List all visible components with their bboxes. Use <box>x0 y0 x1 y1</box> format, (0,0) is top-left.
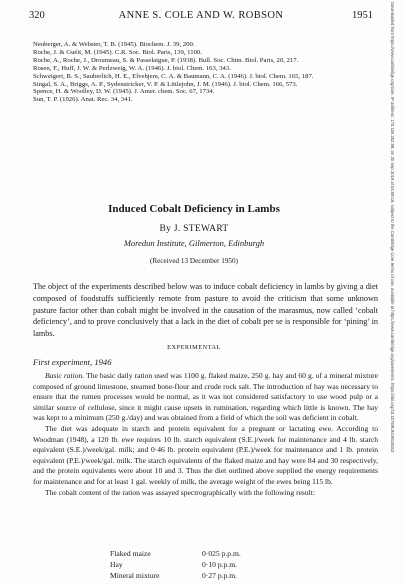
reference-item: Singal, S. A., Briggs, A. P., Sydenstricker, V. P. & Littlejohn, J. M. (1946). J. biol. Chem. 166, 573. <box>33 80 298 88</box>
table-cell-item: Hay <box>110 560 123 569</box>
subsection-heading: First experiment, 1946 <box>33 357 112 367</box>
header-year: 1951 <box>352 10 373 21</box>
reference-item: Rosen, F., Huff, J. W. & Perlzweig, W. A. (1946). J. biol. Chem. 163, 343. <box>33 64 231 72</box>
cobalt-content-table <box>110 548 310 581</box>
author-institution: Moredun Institute, Gilmerton, Edinburgh <box>123 238 265 248</box>
table-cell-item: Mineral mixture <box>110 571 160 580</box>
running-title: ANNE S. COLE AND W. ROBSON <box>118 10 284 21</box>
body-paragraph: The cobalt content of the ration was assayed spectrographically with the following result: <box>45 487 315 497</box>
reference-item: Roche, A., Roche, J., Droumeau, S. & Passelaigue, P. (1938). Bull. Soc. Chim. Biol. Paris, 20, 217. <box>33 56 299 64</box>
download-notice-text: Downloaded from https://www.cambridge.org/core. IP address: 170.106.202.58, on 20 Sep 2019 at 04:58:19, subject to the Cambridge Core terms of use, available at https://www.cambridge.org/core/terms. https://doi.org/10.1079/BJN19510043 <box>390 2 395 453</box>
reference-list <box>33 41 378 104</box>
table-row <box>110 559 310 570</box>
page-number: 320 <box>29 10 45 21</box>
article-author: By J. STEWART <box>159 224 229 234</box>
received-date: (Received 13 December 1950) <box>149 257 238 265</box>
article-abstract: The object of the experiments described below was to induce cobalt deficiency in lambs by giving a diet composed of foodstuffs sufficiently remote from pasture to avoid the criticism that some unknown pasture factor other than cobalt might be involved in the causation of the marasmus, now called ‘cobalt deficiency’, and to prove conclusively that a lack in the diet of cobalt per se is responsible for ‘pining’ in lambs. <box>33 282 378 339</box>
body-paragraph: The diet was adequate in starch and protein equivalent for a pregnant or lactating ewe. According to Woodman (1948), a 120 lb. ewe requires 10 lb. starch equivalent (S.E.)/week for maintenance and 4 lb. starch equivalent (S.E.)/week/gal. milk; and 0·46 lb. protein equivalent (P.E.)/week for maintenance and 1 lb. protein equivalent (P.E.)/week/gal. milk. The starch equivalents of the flaked maize and hay were 84 and 30 respectively, and the protein equivalents were about 10 and 3. Thus the diet outlined above supplied the energy requirements for maintenance and for at least 1 gal. weekly of milk, the average weight of the ewes being 115 lb. <box>33 423 378 486</box>
paragraph-text: The basic daily ration used was 1100 g. flaked maize, 250 g. hay and 60 g. of a mineral mixture composed of ground limestone, steamed bone-flour and crude rock salt. The introduction of hay was necessary to ensure that the rumen processes would be normal, as it was not considered satisfactory to use wood pulp or a similar source of cellulose, since it might cause upsets in rumination, regarding which little is known. The hay was kept to a minimum (250 g./day) and was obtained from a field of which the soil was deficient in cobalt. <box>33 371 378 423</box>
running-header <box>29 10 373 24</box>
table-row <box>110 570 310 581</box>
download-notice-margin <box>388 0 402 585</box>
article-body <box>33 371 378 498</box>
paragraph-lead: Basic ration. <box>45 371 85 380</box>
reference-item: Spence, H. & Woolley, D. W. (1945). J. Amer. chem. Soc. 67, 1734. <box>33 88 215 96</box>
article-title: Induced Cobalt Deficiency in Lambs <box>108 203 280 215</box>
reference-item: Sun, T. P. (1926). Anat. Rec. 34, 341. <box>33 96 133 104</box>
body-paragraph <box>33 371 378 424</box>
table-cell-value: 0·10 p.p.m. <box>202 560 238 569</box>
table-cell-value: 0·025 p.p.m. <box>202 549 241 558</box>
table-cell-value: 0·27 p.p.m. <box>202 571 238 580</box>
reference-item: Schweigert, B. S., Sauberlich, H. E., Elvehjem, C. A. & Baumann, C. A. (1946). J. biol. Chem. 165, 187. <box>33 72 314 80</box>
table-cell-item: Flaked maize <box>110 549 151 558</box>
section-heading: EXPERIMENTAL <box>167 344 221 351</box>
reference-item: Roche, J. & Guéit, M. (1945). C.R. Soc. Biol. Paris, 139, 1100. <box>33 48 202 56</box>
reference-item: Neuberger, A. & Webster, T. B. (1945). Biochem. J. 39, 200. <box>33 41 195 48</box>
table-row <box>110 548 310 559</box>
